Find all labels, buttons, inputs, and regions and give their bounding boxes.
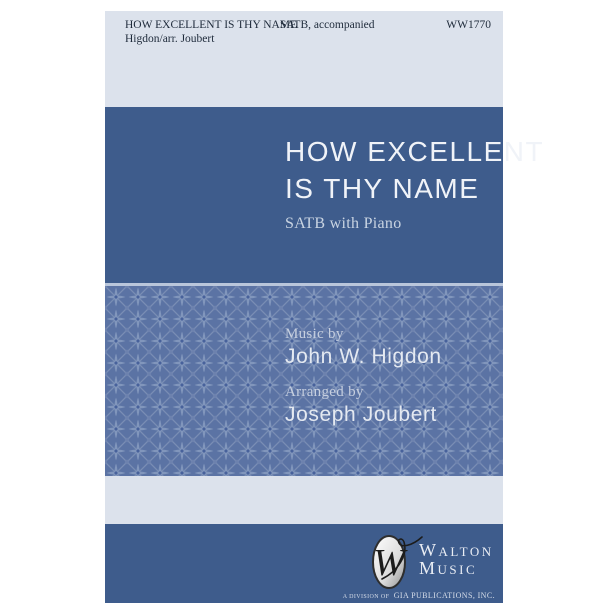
publisher-footer	[105, 524, 503, 603]
catalog-voicing: SATB, accompanied	[280, 19, 375, 31]
catalog-title-block	[125, 19, 297, 46]
arranged-by-label: Arranged by	[285, 384, 364, 400]
division-prefix: A DIVISION OF	[342, 594, 390, 600]
publisher-name-line1: WALTON	[419, 540, 494, 560]
credits	[105, 286, 503, 427]
cover-title-line1: HOW EXCELLENT	[285, 136, 545, 167]
publisher-name	[419, 542, 494, 578]
catalog-composer-line: Higdon/arr. Joubert	[125, 32, 215, 45]
credits-band	[105, 286, 503, 476]
cover-subtitle: SATB with Piano	[285, 215, 402, 232]
publisher-name-line2: MUSIC	[419, 558, 478, 578]
arranger-name: Joseph Joubert	[285, 403, 437, 426]
lower-grey-band	[105, 476, 503, 524]
division-line	[343, 585, 495, 603]
division-name: GIA PUBLICATIONS, INC.	[393, 591, 495, 600]
title-block	[105, 107, 545, 283]
catalog-title: HOW EXCELLENT IS THY NAME	[125, 19, 298, 31]
monogram-letter: W	[373, 542, 405, 584]
catalog-header	[105, 11, 503, 107]
sheet-music-cover	[105, 11, 545, 603]
catalog-number: WW1770	[446, 19, 491, 31]
composer-name: John W. Higdon	[285, 345, 442, 368]
music-by-label: Music by	[285, 326, 344, 342]
cover-title-line2: IS THY NAME	[285, 173, 480, 204]
